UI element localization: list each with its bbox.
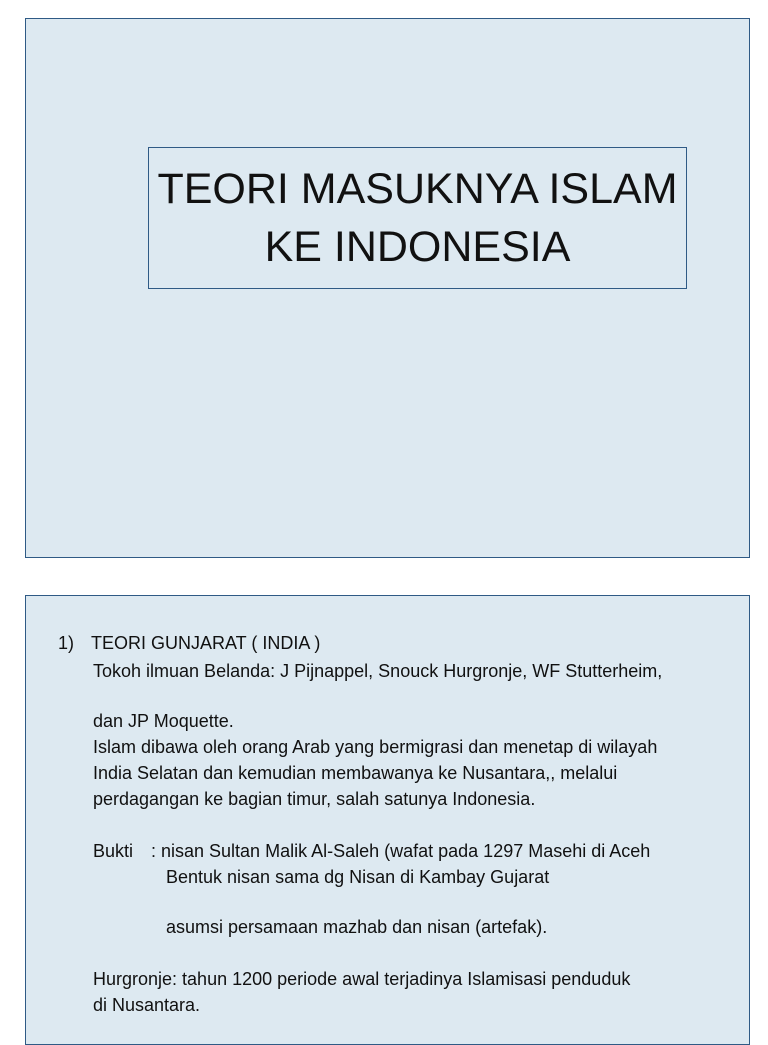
bukti-line-2: asumsi persamaan mazhab dan nisan (artefak). bbox=[166, 917, 548, 937]
title-line-2: KE INDONESIA bbox=[264, 223, 571, 271]
tokoh-cont: dan JP Moquette. bbox=[93, 711, 234, 731]
title-box bbox=[148, 147, 687, 289]
slide-title bbox=[25, 18, 750, 558]
bukti-label: Bukti bbox=[93, 841, 134, 861]
desc-line-1: Islam dibawa oleh orang Arab yang bermigrasi dan menetap di wilayah bbox=[93, 737, 658, 757]
bukti-text: : nisan Sultan Malik Al-Saleh (wafat pada 1297 Masehi di Aceh bbox=[151, 841, 651, 861]
desc-line-2: India Selatan dan kemudian membawanya ke Nusantara,, melalui bbox=[93, 763, 618, 783]
desc-line-3: perdagangan ke bagian timur, salah satunya Indonesia. bbox=[93, 789, 536, 809]
hurgronje-line-2: di Nusantara. bbox=[93, 995, 201, 1015]
heading: TEORI GUNJARAT ( INDIA ) bbox=[91, 633, 321, 653]
title-line-1: TEORI MASUKNYA ISLAM bbox=[157, 165, 678, 213]
slide-content bbox=[26, 596, 749, 1044]
tokoh-line: Tokoh ilmuan Belanda: J Pijnappel, Snouck Hurgronje, WF Stutterheim, bbox=[93, 661, 663, 681]
slide-teori-gujarat bbox=[25, 595, 750, 1045]
bukti-line-1: Bentuk nisan sama dg Nisan di Kambay Gujarat bbox=[166, 867, 550, 887]
hurgronje-line-1: Hurgronje: tahun 1200 periode awal terjadinya Islamisasi penduduk bbox=[93, 969, 631, 989]
heading-number: 1) bbox=[58, 633, 75, 653]
